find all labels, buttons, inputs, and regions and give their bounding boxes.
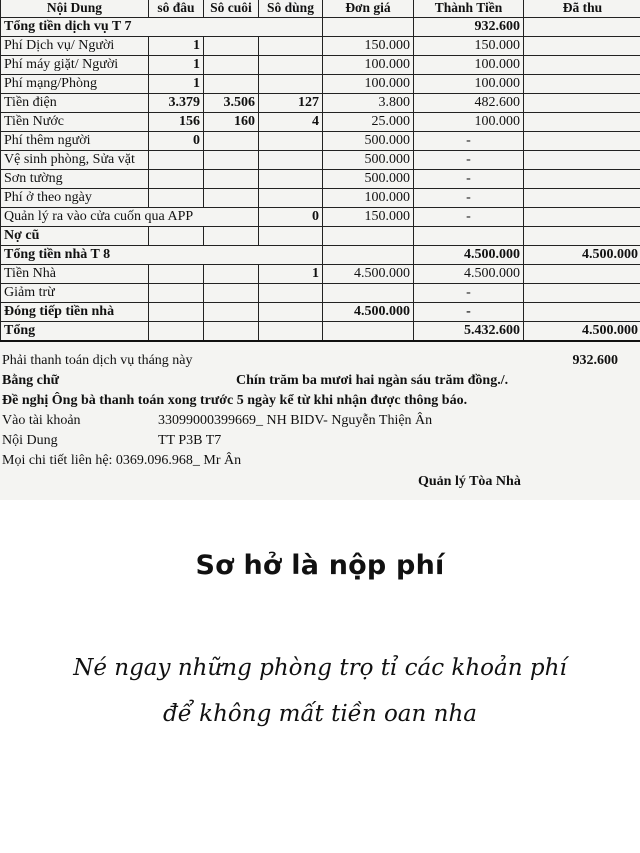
in-words-label: Bằng chữ — [2, 373, 60, 388]
cell-value: 4.500.000 — [524, 246, 640, 265]
cell-value: - — [414, 151, 524, 170]
column-header: Đã thu — [524, 0, 640, 18]
column-header: sô đâu — [149, 0, 204, 18]
cell-value: - — [414, 284, 524, 303]
bill-row — [1, 170, 640, 189]
bill-row — [1, 18, 640, 37]
bill-row — [1, 265, 640, 284]
cell-value — [259, 56, 323, 75]
cell-value — [524, 18, 640, 37]
cell-value: - — [414, 208, 524, 227]
cell-value — [259, 75, 323, 94]
cell-value: 150.000 — [323, 37, 414, 56]
cell-value: 1 — [259, 265, 323, 284]
cell-value — [204, 151, 259, 170]
cell-value — [524, 265, 640, 284]
cell-value: 160 — [204, 113, 259, 132]
cell-value — [204, 75, 259, 94]
row-label: Tiền Nhà — [1, 265, 149, 284]
cell-value — [259, 322, 323, 342]
row-label: Đóng tiếp tiền nhà — [1, 303, 149, 322]
bill-row — [1, 208, 640, 227]
cell-value — [204, 284, 259, 303]
column-header: Thành Tiền — [414, 0, 524, 18]
bill-row — [1, 322, 640, 342]
cell-value — [323, 246, 414, 265]
cell-value — [204, 189, 259, 208]
row-label: Tổng tiền dịch vụ T 7 — [1, 18, 323, 37]
bill-row — [1, 189, 640, 208]
cell-value — [524, 113, 640, 132]
cell-value — [204, 170, 259, 189]
cell-value: 100.000 — [414, 75, 524, 94]
cell-value: 1 — [149, 75, 204, 94]
account-value: 33099000399669_ NH BIDV- Nguyễn Thiện Ân — [158, 413, 433, 428]
bill-row — [1, 303, 640, 322]
cell-value: 100.000 — [323, 189, 414, 208]
bill-row — [1, 284, 640, 303]
cell-value: 500.000 — [323, 151, 414, 170]
column-header: Nội Dung — [1, 0, 149, 18]
cell-value: 4.500.000 — [323, 265, 414, 284]
contact-info: Mọi chi tiết liên hệ: 0369.096.968_ Mr Ân — [2, 453, 242, 468]
cell-value — [204, 56, 259, 75]
caption-line-2: để không mất tiền oan nha — [163, 701, 477, 727]
cell-value: - — [414, 189, 524, 208]
cell-value — [524, 170, 640, 189]
row-label: Quản lý ra vào cửa cuốn qua APP — [1, 208, 259, 227]
in-words-value: Chín trăm ba mươi hai ngàn sáu trăm đồng./. — [236, 373, 509, 388]
cell-value — [524, 303, 640, 322]
cell-value — [259, 189, 323, 208]
bill-row — [1, 246, 640, 265]
cell-value: 3.800 — [323, 94, 414, 113]
cell-value: 0 — [149, 132, 204, 151]
cell-value — [259, 303, 323, 322]
cell-value: - — [414, 170, 524, 189]
cell-value: 5.432.600 — [414, 322, 524, 342]
caption-line-1: Né ngay những phòng trọ tỉ các khoản phí — [73, 655, 567, 681]
cell-value — [149, 303, 204, 322]
cell-value — [149, 227, 204, 246]
cell-value: 4 — [259, 113, 323, 132]
cell-value: 100.000 — [414, 56, 524, 75]
cell-value — [524, 56, 640, 75]
cell-value: 3.506 — [204, 94, 259, 113]
cell-value — [259, 132, 323, 151]
cell-value: 932.600 — [414, 18, 524, 37]
cell-value — [524, 189, 640, 208]
cell-value — [524, 75, 640, 94]
row-label: Tổng — [1, 322, 149, 342]
bill-row — [1, 113, 640, 132]
bill-table — [0, 0, 640, 342]
cell-value — [149, 151, 204, 170]
row-label: Giảm trừ — [1, 284, 149, 303]
cell-value — [149, 322, 204, 342]
bill-row — [1, 75, 640, 94]
cell-value — [259, 151, 323, 170]
row-label: Phí mạng/Phòng — [1, 75, 149, 94]
cell-value: - — [414, 132, 524, 151]
row-label: Vệ sinh phòng, Sửa vặt — [1, 151, 149, 170]
cell-value — [204, 132, 259, 151]
bill-row — [1, 227, 640, 246]
cell-value: 1 — [149, 37, 204, 56]
bill-header-row — [1, 0, 640, 18]
payable-amount: 932.600 — [572, 353, 618, 368]
cell-value: 4.500.000 — [414, 265, 524, 284]
row-label: Tổng tiền nhà T 8 — [1, 246, 323, 265]
cell-value: 3.379 — [149, 94, 204, 113]
cell-value — [524, 132, 640, 151]
cell-value — [323, 322, 414, 342]
cell-value: 500.000 — [323, 170, 414, 189]
cell-value: 4.500.000 — [414, 246, 524, 265]
bill-row — [1, 151, 640, 170]
cell-value: 0 — [259, 208, 323, 227]
payable-label: Phải thanh toán dịch vụ tháng này — [2, 353, 193, 368]
cell-value — [259, 170, 323, 189]
content-label: Nội Dung — [2, 433, 58, 448]
row-label: Phí máy giặt/ Người — [1, 56, 149, 75]
cell-value: 100.000 — [323, 75, 414, 94]
cell-value — [259, 37, 323, 56]
column-header: Sô cuôi — [204, 0, 259, 18]
cell-value: 156 — [149, 113, 204, 132]
cell-value: 100.000 — [414, 113, 524, 132]
content-value: TT P3B T7 — [158, 433, 222, 448]
column-header: Đơn giá — [323, 0, 414, 18]
cell-value: 150.000 — [414, 37, 524, 56]
cell-value — [323, 227, 414, 246]
cell-value: 500.000 — [323, 132, 414, 151]
cell-value — [524, 94, 640, 113]
cell-value — [204, 322, 259, 342]
bill-row — [1, 132, 640, 151]
row-label: Phí Dịch vụ/ Người — [1, 37, 149, 56]
row-label: Nợ cũ — [1, 227, 149, 246]
cell-value — [149, 189, 204, 208]
cell-value — [524, 227, 640, 246]
cell-value — [414, 227, 524, 246]
cell-value — [323, 284, 414, 303]
cell-value — [524, 284, 640, 303]
cell-value: 4.500.000 — [323, 303, 414, 322]
bill-row — [1, 94, 640, 113]
cell-value: 482.600 — [414, 94, 524, 113]
cell-value — [524, 151, 640, 170]
cell-value: - — [414, 303, 524, 322]
column-header: Sô dùng — [259, 0, 323, 18]
row-label: Tiền điện — [1, 94, 149, 113]
cell-value — [204, 37, 259, 56]
row-label: Phí thêm người — [1, 132, 149, 151]
bill-body — [1, 18, 640, 342]
cell-value — [259, 284, 323, 303]
cell-value — [149, 170, 204, 189]
payment-request: Đề nghị Ông bà thanh toán xong trước 5 ngày kể từ khi nhận được thông báo. — [2, 393, 468, 408]
cell-value — [149, 284, 204, 303]
cell-value: 4.500.000 — [524, 322, 640, 342]
row-label: Sơn tường — [1, 170, 149, 189]
cell-value — [204, 265, 259, 284]
row-label: Phí ở theo ngày — [1, 189, 149, 208]
headline: Sơ hở là nộp phí — [195, 550, 445, 581]
signature: Quản lý Tòa Nhà — [418, 474, 521, 489]
cell-value — [524, 208, 640, 227]
cell-value — [323, 18, 414, 37]
cell-value — [204, 303, 259, 322]
cell-value: 127 — [259, 94, 323, 113]
cell-value: 25.000 — [323, 113, 414, 132]
cell-value — [204, 227, 259, 246]
cell-value: 1 — [149, 56, 204, 75]
cell-value — [149, 265, 204, 284]
cell-value: 100.000 — [323, 56, 414, 75]
row-label: Tiền Nước — [1, 113, 149, 132]
account-label: Vào tài khoản — [2, 413, 81, 428]
bill-row — [1, 37, 640, 56]
cell-value — [524, 37, 640, 56]
cell-value: 150.000 — [323, 208, 414, 227]
cell-value — [259, 227, 323, 246]
bill-row — [1, 56, 640, 75]
